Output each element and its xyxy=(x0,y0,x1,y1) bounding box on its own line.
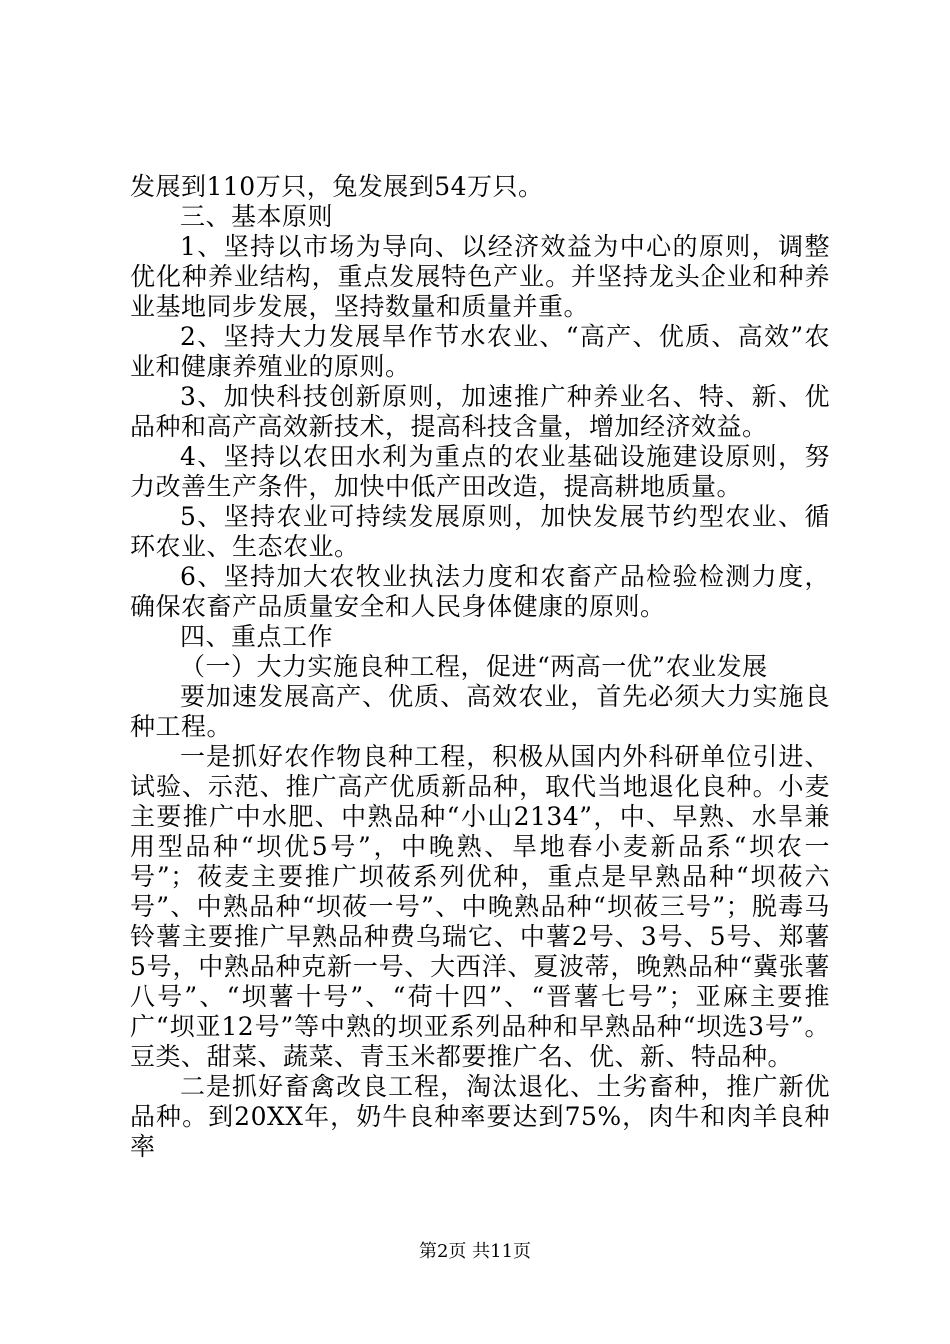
subsection-heading-seed-project: （一）大力实施良种工程，促进“两高一优”农业发展 xyxy=(180,652,768,681)
section-heading-principles: 三、基本原则 xyxy=(180,202,334,231)
page-footer xyxy=(0,1240,950,1264)
principle-5: 5、坚持农业可持续发展原则，加快发展节约型农业、循环农业、生态农业。 xyxy=(130,502,830,561)
principle-1: 1、坚持以市场为导向、以经济效益为中心的原则，调整优化种养业结构，重点发展特色产业。并坚持龙头企业和种养业基地同步发展，坚持数量和质量并重。 xyxy=(130,232,830,321)
paragraph-crop-seeds: 一是抓好农作物良种工程，积极从国内外科研单位引进、试验、示范、推广高产优质新品种，取代当地退化良种。小麦主要推广中水肥、中熟品种“小山2134”，中、早熟、水旱兼用型品种“坝优5号”，中晚熟、旱地春小麦新品系“坝农一号”；莜麦主要推广坝莜系列优种，重点是早熟品种“坝莜六号”、中熟品种“坝莜一号”、中晚熟品种“坝莜三号”；脱毒马铃薯主要推广早熟品种费乌瑞它、中薯2号、3号、5号、郑薯5号，中熟品种克新一号、大西洋、夏波蒂，晚熟品种“冀张薯八号”、“坝薯十号”、“荷十四”、“晋薯七号”；亚麻主要推广“坝亚12号”等中熟的坝亚系列品种和早熟品种“坝选3号”。豆类、甜菜、蔬菜、青玉米都要推广名、优、新、特品种。 xyxy=(130,742,830,1071)
principle-3: 3、加快科技创新原则，加速推广种养业名、特、新、优品种和高产高效新技术，提高科技含量，增加经济效益。 xyxy=(130,382,830,441)
document-body xyxy=(130,172,830,1162)
principle-4: 4、坚持以农田水利为重点的农业基础设施建设原则，努力改善生产条件，加快中低产田改造，提高耕地质量。 xyxy=(130,442,830,501)
principle-6: 6、坚持加大农牧业执法力度和农畜产品检验检测力度，确保农畜产品质量安全和人民身体健康的原则。 xyxy=(130,562,830,621)
page-number: 第2页 共11页 xyxy=(418,1241,532,1262)
principle-2: 2、坚持大力发展旱作节水农业、“高产、优质、高效”农业和健康养殖业的原则。 xyxy=(130,322,830,381)
paragraph-livestock: 二是抓好畜禽改良工程，淘汰退化、土劣畜种，推广新优品种。到20XX年，奶牛良种率要达到75%，肉牛和肉羊良种率 xyxy=(130,1072,830,1161)
paragraph-1: 发展到110万只，兔发展到54万只。 xyxy=(130,172,544,201)
paragraph-intro: 要加速发展高产、优质、高效农业，首先必须大力实施良种工程。 xyxy=(130,682,830,741)
section-heading-key-work: 四、重点工作 xyxy=(180,622,334,651)
